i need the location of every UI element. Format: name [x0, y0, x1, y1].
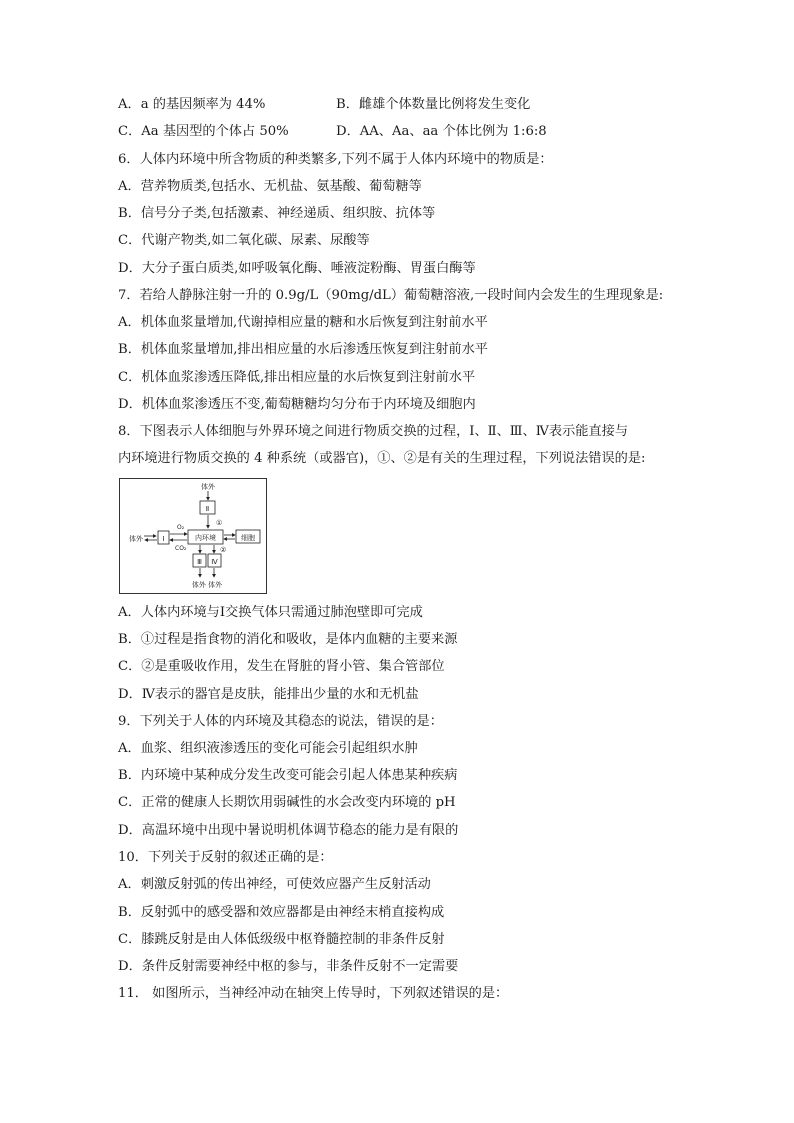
process-1-label: ① [216, 519, 223, 527]
process-2-label: ② [220, 546, 227, 554]
q8-option-d: D．Ⅳ表示的器官是皮肤，能排出少量的水和无机盐 [118, 687, 419, 702]
q6-option-d: D．大分子蛋白质类,如呼吸氧化酶、唾液淀粉酶、胃蛋白酶等 [118, 261, 476, 276]
q8-stem-line-2: 内环境进行物质交换的 4 种系统（或器官)，①、②是有关的生理过程，下列说法错误的是: [118, 451, 646, 466]
q8-option-a: A．人体内环境与Ⅰ交换气体只需通过肺泡壁即可完成 [118, 605, 423, 620]
q9-option-c: C．正常的健康人长期饮用弱碱性的水会改变内环境的 pH [118, 795, 456, 810]
o2-label: O₂ [177, 524, 185, 531]
cell-label: 细胞 [241, 534, 255, 542]
q10-option-a: A．刺激反射弧的传出神经，可使效应器产生反射活动 [118, 877, 431, 892]
diagram-bottom-label: 体外 体外 [191, 581, 223, 589]
q7-option-b: B．机体血浆量增加,排出相应量的水后渗透压恢复到注射前水平 [118, 342, 488, 357]
q7-option-d: D．机体血浆渗透压不变,葡萄糖糖均匀分布于内环境及细胞内 [118, 397, 476, 412]
q9-option-b: B．内环境中某种成分发生改变可能会引起人体患某种疾病 [118, 768, 458, 783]
box-iii-label: Ⅲ [197, 558, 202, 566]
q9-stem: 9．下列关于人体的内环境及其稳态的说法，错误的是： [118, 714, 443, 729]
q5-option-a: A．a 的基因频率为 44% [118, 97, 266, 112]
q6-option-a: A．营养物质类,包括水、无机盐、氨基酸、葡萄糖等 [118, 179, 422, 194]
q8-diagram [119, 478, 267, 594]
box-i-label: Ⅰ [162, 535, 165, 543]
q5-option-b: B．雌雄个体数量比例将发生变化 [336, 97, 531, 112]
q9-option-d: D．高温环境中出现中暑说明机体调节稳态的能力是有限的 [118, 823, 459, 838]
q10-option-d: D．条件反射需要神经中枢的参与，非条件反射不一定需要 [118, 959, 459, 974]
q6-option-b: B．信号分子类,包括激素、神经递质、组织胺、抗体等 [118, 206, 436, 221]
q5-option-d: D．AA、Aa、aa 个体比例为 1:6:8 [336, 124, 547, 139]
diagram-left-label: 体外 [129, 535, 143, 543]
q7-stem: 7．若给人静脉注射一升的 0.9g/L（90mg/dL）葡萄糖溶液,一段时间内会发生的生理现象是: [118, 288, 664, 303]
q7-option-c: C．机体血浆渗透压降低,排出相应量的水后恢复到注射前水平 [118, 370, 476, 385]
inner-env-label: 内环境 [195, 534, 216, 542]
q8-option-b: B．①过程是指食物的消化和吸收，是体内血糖的主要来源 [118, 632, 458, 647]
q6-stem: 6．人体内环境中所含物质的种类繁多,下列不属于人体内环境中的物质是： [118, 152, 553, 167]
q10-option-c: C．膝跳反射是由人体低级级中枢脊髓控制的非条件反射 [118, 932, 445, 947]
box-ii-label: Ⅱ [205, 505, 210, 513]
diagram-top-label: 体外 [201, 483, 215, 491]
q11-stem: 11． 如图所示，当神经冲动在轴突上传导时，下列叙述错误的是： [118, 986, 509, 1001]
q7-option-a: A．机体血浆量增加,代谢掉相应量的糖和水后恢复到注射前水平 [118, 315, 488, 330]
q5-option-c: C．Aa 基因型的个体占 50% [118, 124, 289, 139]
q8-stem-line-1: 8．下图表示人体细胞与外界环境之间进行物质交换的过程，Ⅰ、Ⅱ、Ⅲ、Ⅳ表示能直接与 [118, 424, 629, 439]
co2-label: CO₂ [175, 545, 187, 552]
q10-option-b: B．反射弧中的感受器和效应器都是由神经末梢直接构成 [118, 905, 445, 920]
q9-option-a: A．血浆、组织液渗透压的变化可能会引起组织水肿 [118, 741, 418, 756]
box-iv-label: Ⅳ [211, 558, 218, 566]
q8-option-c: C．②是重吸收作用，发生在肾脏的肾小管、集合管部位 [118, 659, 445, 674]
q10-stem: 10．下列关于反射的叙述正确的是： [118, 850, 333, 865]
q6-option-c: C．代谢产物类,如二氧化碳、尿素、尿酸等 [118, 233, 370, 248]
q8-diagram-svg [120, 479, 266, 593]
